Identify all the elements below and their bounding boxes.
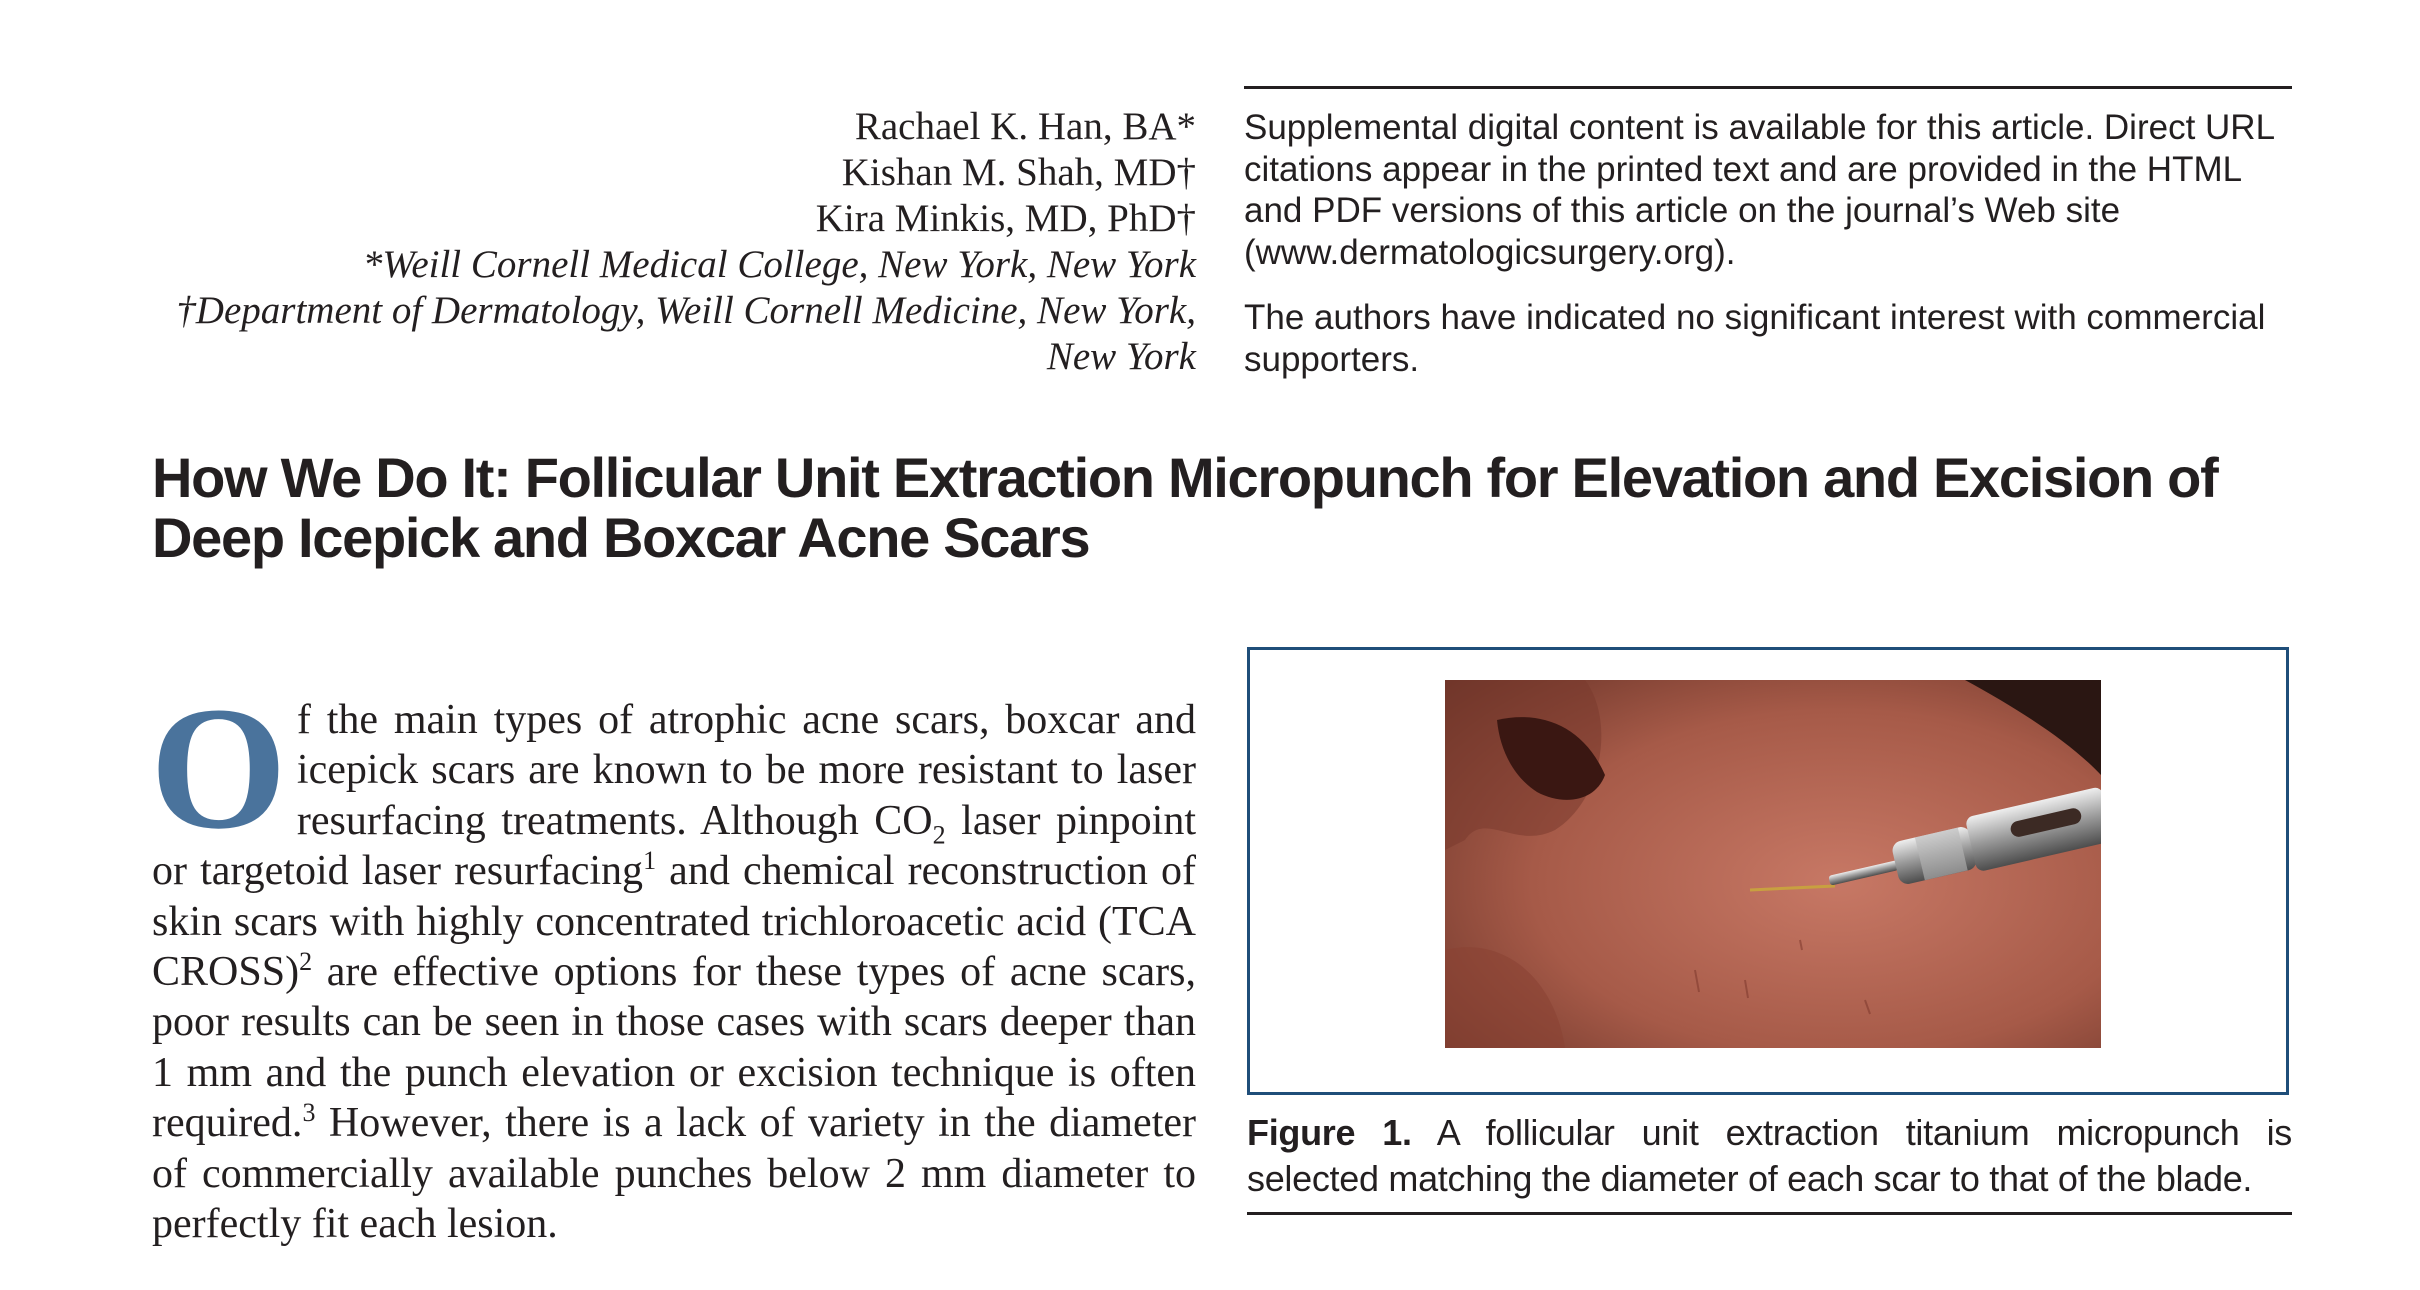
author-block <box>120 104 1196 380</box>
body-paragraph <box>150 671 1197 1249</box>
author-name: Rachael K. Han, BA* <box>854 105 1196 148</box>
disclosure-note: The authors have indicated no significant interest with commercial supporters. <box>1244 298 2266 379</box>
body-text-segment: are effective options for these types of acne scars, poor results can be seen in those cases with scars deeper than 1 mm and the punch elevation or excision technique is often required. <box>152 949 1196 1147</box>
author-name: Kira Minkis, MD, PhD† <box>815 197 1196 240</box>
figure-photo <box>1445 680 2101 1048</box>
reference-marker: 1 <box>643 846 657 876</box>
author-name: Kishan M. Shah, MD† <box>841 151 1196 194</box>
subscript: 2 <box>932 820 946 850</box>
article-notes <box>1244 86 2292 380</box>
affiliation: *Weill Cornell Medical College, New York, New York <box>362 243 1196 286</box>
drop-cap: O <box>150 671 287 866</box>
body-text-segment: laser pinpoint or targetoid laser resurfacing <box>152 797 1196 895</box>
caption-text: A follicular unit extraction titanium micropunch is selected matching the diameter of each scar to that of the blade. <box>1247 1112 2292 1199</box>
supplemental-note: Supplemental digital content is available for this article. Direct URL citations appear in the printed text and are provided in the HTML and PDF versions of this article on the journal’s Web site (www.dermatologicsurgery.org). <box>1244 108 2274 272</box>
affiliation: †Department of Dermatology, Weill Cornell Medicine, New York, New York <box>176 289 1196 378</box>
reference-marker: 3 <box>302 1098 316 1128</box>
body-text-segment: However, there is a lack of variety in the diameter of commercially available punches below 2 mm diameter to perfectly fit each lesion. <box>152 1100 1196 1248</box>
figure-frame <box>1247 647 2289 1095</box>
body-text-segment: and chemical reconstruction of skin scars with highly concentrated trichloroacetic acid (TCA CROSS) <box>152 848 1197 996</box>
reference-marker: 2 <box>299 947 313 977</box>
body-text-segment: f the main types of atrophic acne scars, boxcar and icepick scars are known to be more resistant to laser resurfacing treatments. Although CO <box>296 697 1196 844</box>
article-title: How We Do It: Follicular Unit Extraction Micropunch for Elevation and Excision of Deep Icepick and Boxcar Acne Scars <box>152 446 2218 569</box>
figure-caption <box>1247 1110 2292 1215</box>
figure-label: Figure 1. <box>1247 1112 1412 1153</box>
